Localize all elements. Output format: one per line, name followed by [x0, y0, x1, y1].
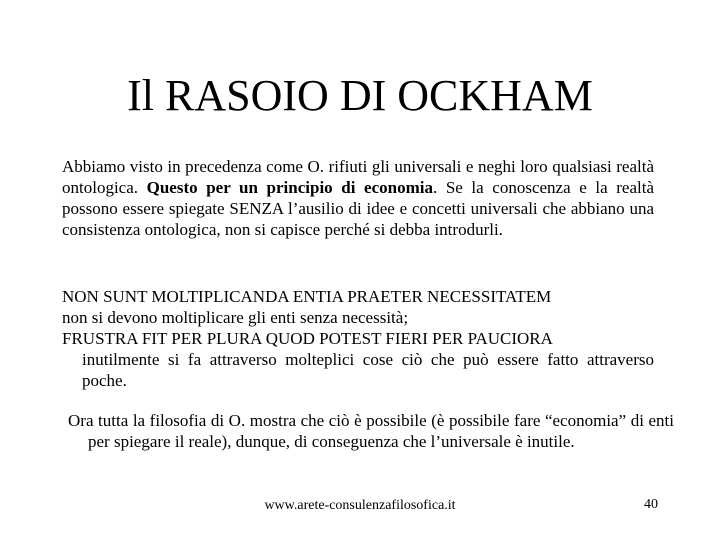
slide-title: Il RASOIO DI OCKHAM [127, 71, 593, 120]
maxim-translation: non si devono moltiplicare gli enti senza necessità; [62, 308, 409, 327]
footer-url: www.arete-consulenzafilosofica.it [264, 498, 456, 513]
maxim-item [62, 286, 654, 328]
intro-bold-text: Questo per un principio di economia [146, 178, 433, 197]
page-number: 40 [644, 497, 658, 512]
intro-text-continued: . Se la conoscenza e la realtà possono essere spiegate SENZA l’ausilio di idee e concetti universali che abbiano una consistenza ontologica, non si capisce perché si debba introdurli. [62, 178, 654, 239]
intro-paragraph [62, 156, 654, 240]
maxim-latin: NON SUNT MOLTIPLICANDA ENTIA PRAETER NECESSITATEM [62, 287, 552, 306]
intro-text: Abbiamo visto in precedenza come O. rifiuti gli universali e neghi loro qualsiasi realtà ontologica. [62, 157, 654, 197]
conclusion-paragraph: Ora tutta la filosofia di O. mostra che ciò è possibile (è possibile fare “economia” di enti per spiegare il reale), dunque, di conseguenza che l’universale è inutile. [68, 411, 674, 451]
maxim-translation: inutilmente si fa attraverso molteplici cose ciò che può essere fatto attraverso poche. [82, 350, 654, 390]
maxim-latin: FRUSTRA FIT PER PLURA QUOD POTEST FIERI PER PAUCIORA [62, 329, 553, 348]
maxim-item [62, 328, 654, 391]
maxims-block [62, 286, 654, 391]
